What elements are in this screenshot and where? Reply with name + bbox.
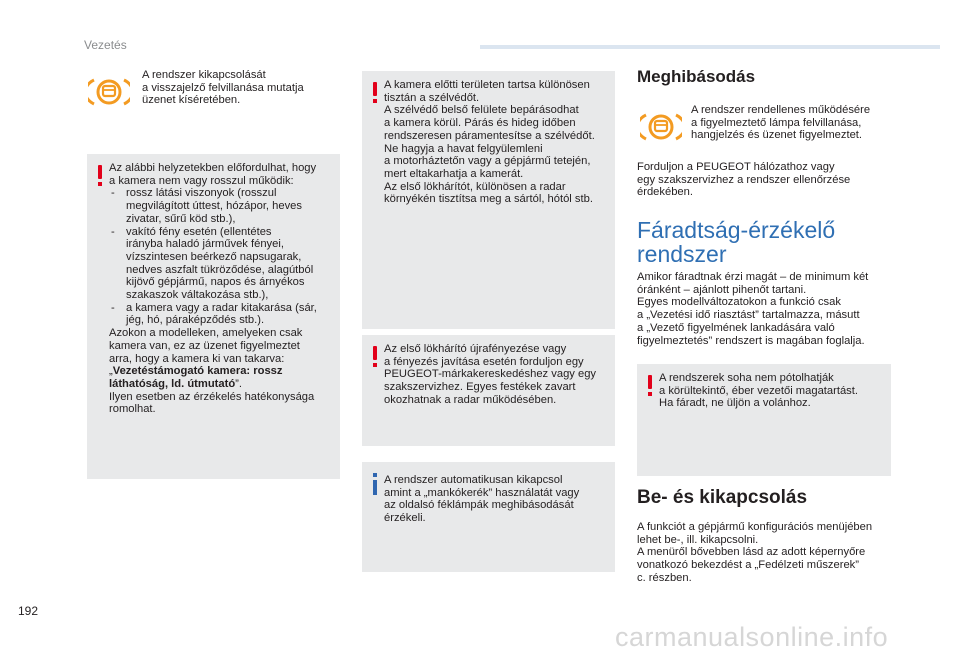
info-box-auto-off [362, 462, 615, 572]
warning-box-conditions [87, 154, 340, 479]
warning-icon [96, 165, 104, 187]
fatigue-warning-text: A rendszerek soha nem pótolhatják a körültekintő, éber vezetői magatartást. Ha fáradt, ne üljön a volánhoz. [659, 372, 858, 410]
list-item: - vakító fény esetén (ellentétes irányba haladó járművek fényei, vízszintesen beérkező napsugarak, nedves aszfalt tükröződése, alagútból kijövő gépjármű, napos és árnyékos szakaszok váltakozása stb.), [109, 226, 337, 302]
warning-icon [371, 346, 379, 368]
auto-off-text: A rendszer automatikusan kikapcsol amint a „mankókerék” használatát vagy az oldalsó féklámpák meghibásodását érzékeli. [384, 474, 580, 525]
warning-intro: Az alábbi helyzetekben előfordulhat, hogy a kamera nem vagy rosszul működik: [109, 162, 317, 187]
onoff-body: A funkciót a gépjármű konfigurációs menüjében lehet be-, ill. kikapcsolni. A menüről bővebben lásd az adott képernyőre vonatkozó bekezdést a „Fedélzeti műszerek” c. részben. [637, 521, 873, 584]
camera-warning-icon [88, 76, 130, 108]
warning-box-windshield [362, 71, 615, 329]
section-label: Vezetés [84, 38, 127, 52]
malfunction-icon-note: A rendszer rendellenes működésére a figyelmeztető lámpa felvillanása, hangjelzés és üzenet figyelmeztet. [691, 104, 871, 142]
icon-note-text: A rendszer kikapcsolását a visszajelző felvillanása mutatja üzenet kíséretében. [142, 69, 304, 107]
conditions-list [109, 187, 337, 327]
list-item: - a kamera vagy a radar kitakarása (sár, jég, hó, páraképződés stb.). [109, 302, 337, 327]
watermark: carmanualsonline.info [615, 622, 889, 652]
malfunction-warning-icon [640, 111, 682, 143]
page-number: 192 [18, 604, 39, 618]
fatigue-body: Amikor fáradtnak érzi magát – de minimum két óránként – ajánlott pihenőt tartani. Egyes modellváltozatokon a funkció csak a „Vezetési idő riasztást” tartalmazza, másutt a „Vezető figyelmének lankadására való figyelmeztetés” rendszert is magában foglalja. [637, 271, 869, 347]
info-icon [371, 473, 379, 495]
malfunction-body: Forduljon a PEUGEOT hálózathoz vagy egy szakszervizhez a rendszer ellenőrzése érdekében. [637, 161, 851, 199]
warning-icon [371, 82, 379, 104]
display-message: Vezetéstámogató kamera: rossz láthatóság, ld. útmutató [109, 365, 283, 390]
onoff-heading: Be- és kikapcsolás [637, 487, 808, 508]
warning-box-bumper [362, 335, 615, 446]
warning-after: Azokon a modelleken, amelyeken csak kamera van, ez az üzenet figyelmeztet arra, hogy a kamera ki van takarva: [109, 327, 303, 365]
malfunction-heading: Meghibásodás [637, 67, 756, 86]
warning-icon [646, 375, 654, 397]
bumper-text: Az első lökhárító újrafényezése vagy a fényezés javítása esetén forduljon egy PEUGEOT-márkakereskedéshez vagy egy szakszervizhez. Egyes festékek zavart okozhatnak a radar működésében. [384, 343, 597, 406]
fatigue-heading: Fáradtság-érzékelő rendszer [637, 217, 836, 267]
header-bar [480, 45, 940, 49]
warning-quote: „Vezetéstámogató kamera: rossz láthatóság, ld. útmutató”. [109, 365, 283, 390]
warning-end: Ilyen esetben az érzékelés hatékonysága romolhat. [109, 390, 315, 416]
warning-box-fatigue [637, 364, 891, 476]
windshield-text: A kamera előtti területen tartsa különösen tisztán a szélvédőt. A szélvédő belső felülete bepárásodhat a kamera körül. Párás és hideg időben rendszeresen páramentesítse a szélvédőt. Ne hagyja a havat felgyülemleni a motorháztetőn vagy a gépjármű tetején, mert eltakarhatja a kamerát. Az első lökhárítót, különösen a radar környékén tisztítsa meg a sártól, hótól stb. [384, 79, 595, 206]
list-item: - rossz látási viszonyok (rosszul megvilágított úttest, hózápor, heves zivatar, sűrű köd stb.), [109, 187, 337, 225]
